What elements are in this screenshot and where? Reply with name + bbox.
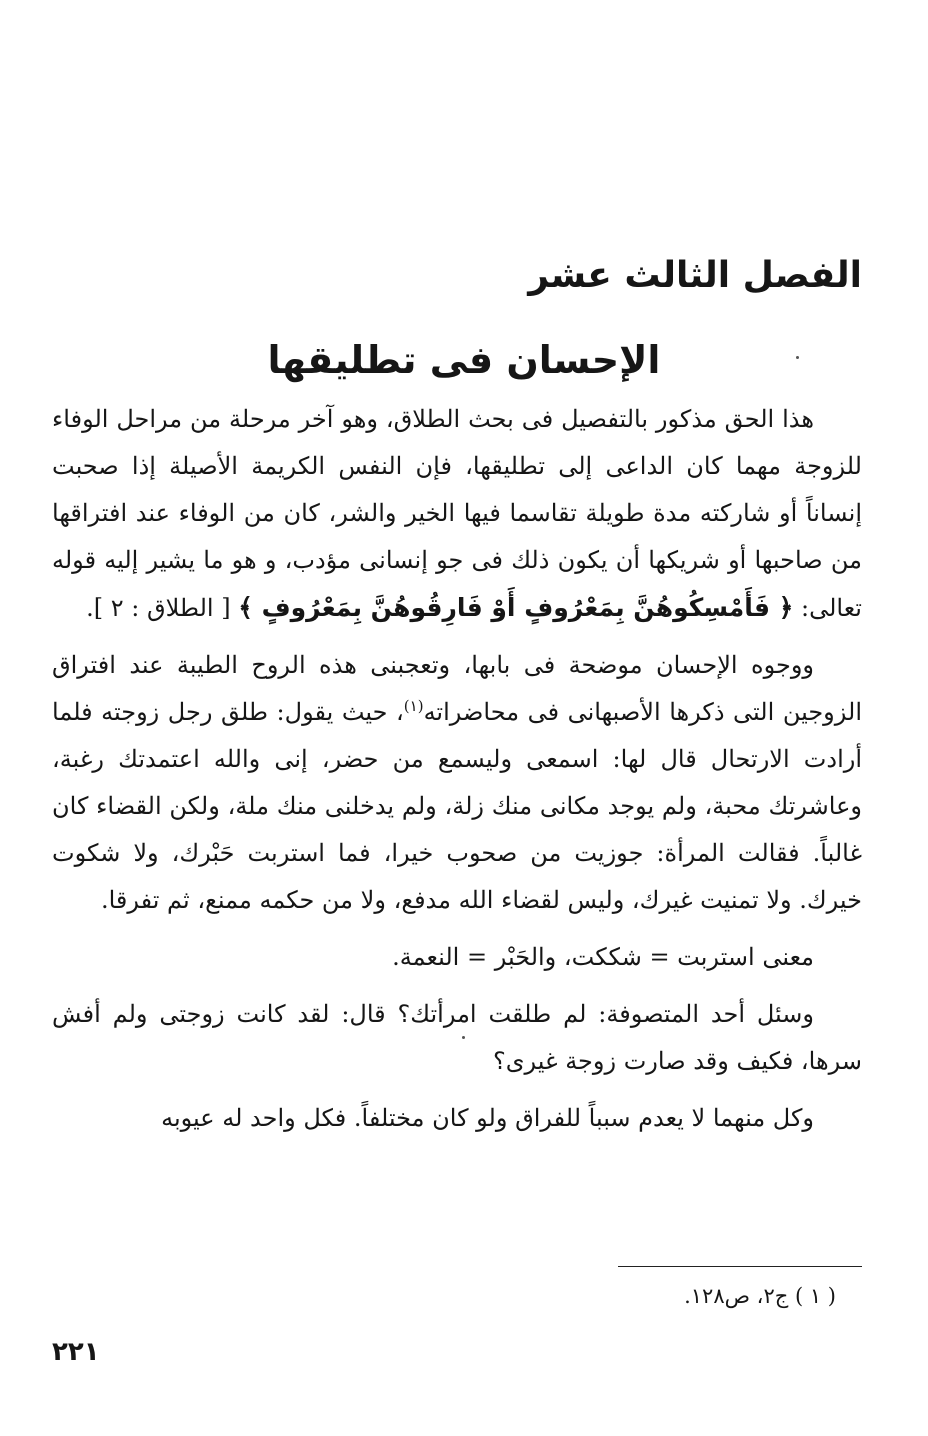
- paragraph-2-text-a: ووجوه الإحسان موضحة فى بابها، وتعجبنى هذه الروح الطيبة عند افتراق الزوجين التى ذكرها الأصبهانى فى محاضراته: [52, 651, 862, 726]
- footnote: ( ١ ) ج٢، ص١٢٨.: [684, 1284, 836, 1308]
- scan-speck: [796, 356, 799, 359]
- footnote-divider: [618, 1266, 862, 1267]
- quran-verse: ﴿ فَأَمْسِكُوهُنَّ بِمَعْرُوفٍ أَوْ فَارِقُوهُنَّ بِمَعْرُوفٍ ﴾: [238, 593, 794, 622]
- paragraph-2-text-b: ، حيث يقول: طلق رجل زوجته فلما أرادت الارتحال قال لها: اسمعى وليسمع من حضر، إنى والله اعتمدتك رغبة، وعاشرتك محبة، ولم يوجد مكانى منك زلة، ولم يدخلنى منك ملة، ولكن القضاء كان غالباً. فقالت المرأة: جوزيت من صحوب خيرا، فما استربت حَبْرك، ولا شكوت خيرك. ولا تمنيت غيرك، وليس لقضاء الله مدفع، ولا من حكمه ممنع، ثم تفرقا.: [52, 698, 862, 914]
- body-text: [52, 396, 862, 1152]
- paragraph-2: [52, 642, 862, 924]
- paragraph-1-text: هذا الحق مذكور بالتفصيل فى بحث الطلاق، وهو آخر مرحلة من مراحل الوفاء للزوجة مهما كان الداعى إلى تطليقها، فإن النفس الكريمة الأصيلة إذا صحبت إنساناً أو شاركته مدة طويلة تقاسما فيها الخير والشر، كان من الوفاء عند افتراقها من صاحبها أو شريكها أن يكون ذلك فى جو إنسانى مؤدب، و هو ما يشير إليه قوله تعالى:: [52, 405, 862, 622]
- footnote-marker: (١): [403, 697, 424, 715]
- section-title: الإحسان فى تطليقها: [267, 338, 661, 382]
- page-number: ٢٢١: [52, 1337, 100, 1367]
- paragraph-3: معنى استربت = شككت، والحَبْر = النعمة.: [392, 943, 814, 971]
- paragraph-1: [52, 396, 862, 632]
- paragraph-5: وكل منهما لا يعدم سبباً للفراق ولو كان مختلفاً. فكل واحد له عيوبه: [161, 1104, 814, 1132]
- verse-reference: [ الطلاق : ٢ ].: [86, 594, 231, 622]
- chapter-title: الفصل الثالث عشر: [528, 255, 862, 296]
- paragraph-4: وسئل أحد المتصوفة: لم طلقت امرأتك؟ قال: لقد كانت زوجتى ولم أفش سرها، فكيف وقد صارت زوجة غيرى؟: [52, 1000, 862, 1075]
- scan-speck: [462, 1036, 465, 1039]
